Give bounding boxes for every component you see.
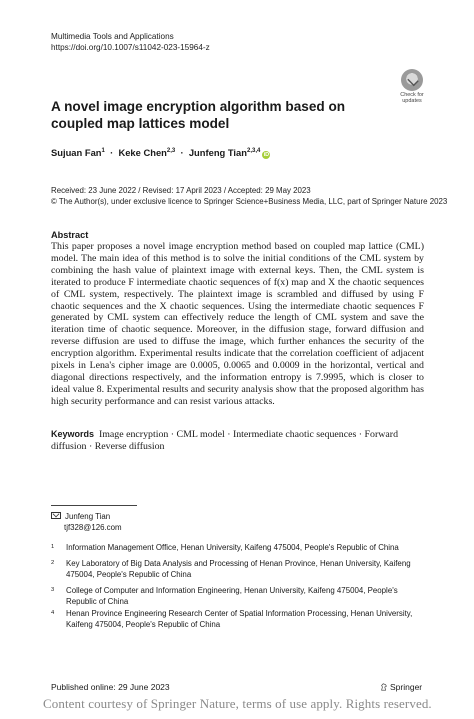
footnote-divider [51,505,137,506]
update-check-icon [401,69,423,91]
keywords-text: Image encryption · CML model · Intermediate chaotic sequences · Forward diffusion · Reverse diffusion [51,429,399,453]
publication-history [51,185,447,207]
badge-label: Check for updates [400,92,424,105]
author-list [51,147,270,159]
mail-icon [51,512,61,520]
corresponding-author: Junfeng Tian [65,512,111,521]
affiliation-number: 1 [51,544,55,550]
affiliation-text: Henan Province Engineering Research Center of Spatial Information Processing, Henan University, Kaifeng 475004, People's Republic of China [66,609,413,629]
affiliation-number: 4 [51,610,55,616]
author-separator: · [180,147,184,158]
copyright-line: © The Author(s), under exclusive licence to Springer Science+Business Media, LLC, part of Springer Nature 2023 [51,197,448,207]
author-affiliation-ref: 1 [101,147,105,154]
doi-link[interactable]: https://doi.org/10.1007/s11042-023-15964-z [51,43,210,52]
journal-name: Multimedia Tools and Applications [51,32,174,41]
publisher-name: Springer [390,682,423,692]
author-affiliation-ref: 2,3 [166,147,176,154]
author-email[interactable]: tjf328@126.com [64,523,122,532]
abstract-text: This paper proposes a novel image encryption method based on coupled map lattice (CML) model. The main idea of this method is to solve the initial conditions of the CML system by combining the hash value of plaintext image with external keys. Then, the CML system is iterated to produce F intermediate chaotic sequences of f(x) map and X the chaotic sequences of CML system, respectively. The plaintext image is scrambled and diffused by using F chaotic sequences and the X chaotic sequences. Using the intermediate chaotic sequences F generated by CML system can effectively reduce the length of CML system and save the iteration time of chaotic sequence. Moreover, in the diffusion stage, forward diffusion and reverse diffusion are used to diffuse the image, which further enhances the security of the encryption algorithm. Experimental results indicate that the correlation coefficient of adjacent pixels in Lena's cipher image are 0.0005, 0.0065 and 0.0009 in the horizontal, vertical and diagonal directions respectively, and the information entropy is 7.9995, which is closer to ideal value 8. Experimental results and security analysis show that the proposed algorithm has high security performance and can resist various attacks. [51,241,424,407]
affiliation-item [51,586,424,608]
affiliation-number: 3 [51,587,55,593]
dates-line: Received: 23 June 2022 / Revised: 17 April 2023 / Accepted: 29 May 2023 [51,186,311,195]
affiliation-item [51,609,424,631]
affiliation-item [51,543,424,554]
publisher-logo [380,682,422,692]
affiliation-text: College of Computer and Information Engineering, Henan University, Kaifeng 475004, People's Republic of China [66,586,398,606]
affiliation-item [51,559,424,581]
keywords-label: Keywords [51,429,95,439]
affiliation-number: 2 [51,560,55,566]
orcid-icon[interactable]: iD [263,152,270,158]
published-date: Published online: 29 June 2023 [51,682,170,692]
journal-header [51,31,210,53]
courtesy-watermark: Content courtesy of Springer Nature, terms of use apply. Rights reserved. [43,696,432,711]
author-name[interactable]: Keke Chen [118,147,167,158]
check-for-updates-badge[interactable] [393,69,431,103]
abstract-heading: Abstract [51,230,89,240]
keywords-block [51,428,424,453]
correspondence-block [51,511,122,533]
author-name[interactable]: Sujuan Fan [51,147,102,158]
affiliation-text: Information Management Office, Henan University, Kaifeng 475004, People's Republic of China [66,543,399,552]
paper-title: A novel image encryption algorithm based on coupled map lattices model [51,99,346,131]
author-name[interactable]: Junfeng Tian [188,147,247,158]
author-affiliation-ref: 2,3,4 [246,147,261,154]
springer-horse-icon [380,683,388,691]
affiliation-text: Key Laboratory of Big Data Analysis and Processing of Henan Province, Henan University, Kaifeng 475004, People's Republic of China [66,559,411,579]
author-separator: · [110,147,114,158]
